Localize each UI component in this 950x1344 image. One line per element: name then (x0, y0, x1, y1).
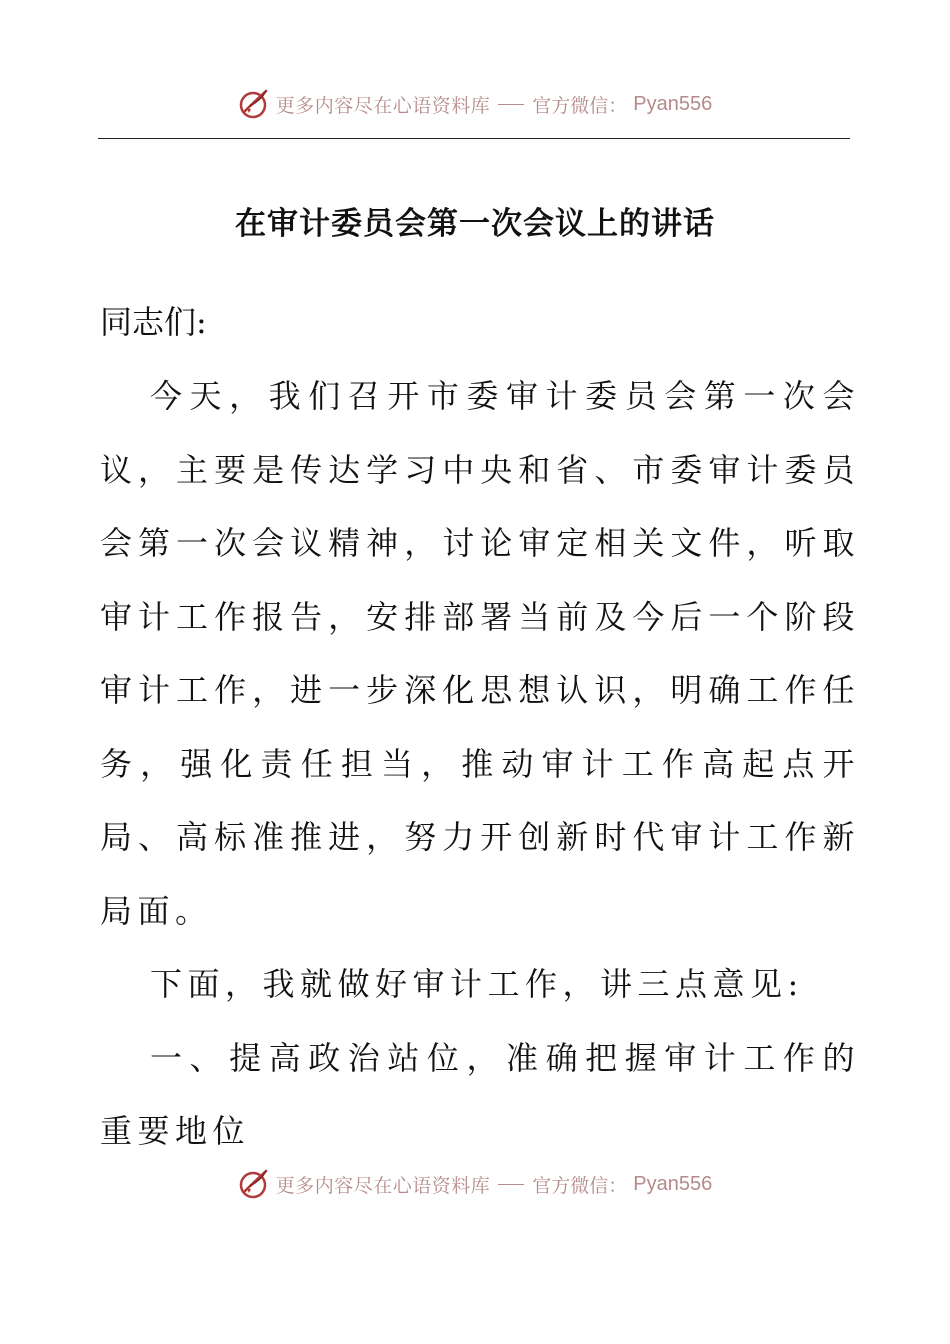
banner-wechat-label: 官方微信： (532, 1174, 628, 1197)
footer-banner (0, 1164, 950, 1204)
header-banner (0, 84, 950, 124)
banner-handle: Pyan556 (633, 1172, 713, 1195)
banner-wechat-label: 官方微信： (532, 94, 628, 117)
banner-divider (498, 1184, 524, 1185)
document-body (100, 290, 860, 1169)
paragraph: 下面，我就做好审计工作，讲三点意见: (150, 965, 804, 1003)
document-title: 在审计委员会第一次会议上的讲话 (235, 206, 715, 242)
quill-pen-circle-icon (238, 1168, 270, 1200)
banner-divider (498, 104, 524, 105)
banner-handle: Pyan556 (633, 92, 713, 115)
banner-text: 更多内容尽在心语资料库 (275, 94, 491, 117)
quill-pen-circle-icon (238, 88, 270, 120)
section-heading: 一、提高政治站位，准确把握审计工作的重要地位 (100, 1038, 860, 1150)
salutation: 同志们: (100, 303, 207, 341)
header-rule (98, 138, 850, 139)
banner-text: 更多内容尽在心语资料库 (275, 1174, 491, 1197)
paragraph: 今天，我们召开市委审计委员会第一次会议，主要是传达学习中央和省、市委审计委员会第一次会议精神，讨论审定相关文件，听取审计工作报告，安排部署当前及今后一个阶段审计工作，进一步深化思想认识，明确工作任务，强化责任担当，推动审计工作高起点开局、高标准推进，努力开创新时代审计工作新局面。 (100, 377, 860, 930)
